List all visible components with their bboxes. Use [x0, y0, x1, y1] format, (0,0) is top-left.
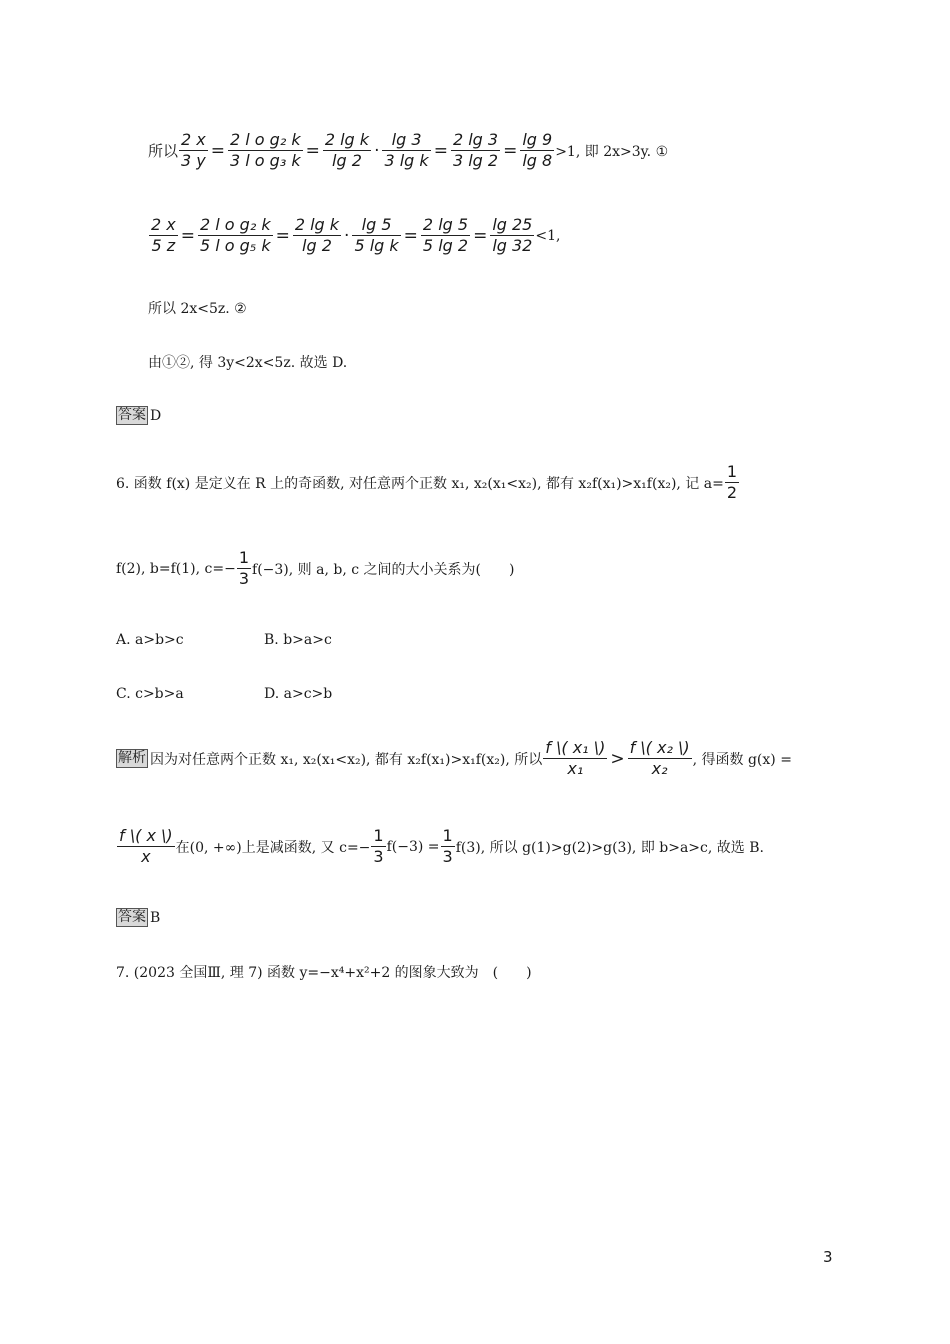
fraction: $\frac{\text{f \textbackslash{}( x₂ \textbackslash{})}}{\text{x₂}}$	[629, 738, 690, 778]
fraction: $\frac{\lg 5}{\text{5 lg k}}$	[354, 215, 399, 255]
fraction: $\frac{1}{3}$	[238, 548, 250, 588]
fraction: $\frac{\text{2 lg k}}{\lg 2}$	[294, 215, 340, 255]
analysis-text: 因为对任意两个正数 x₁, x₂(x₁<x₂), 都有 x₂f(x₁)>x₁f(x₂), 所以	[150, 751, 543, 768]
fraction: $\frac{\lg 3}{\text{3 lg k}}$	[384, 130, 429, 170]
fraction: $\frac{\lg 25}{\lg 32}$	[492, 215, 533, 255]
analysis-text: , 得函数 g(x) =	[692, 751, 792, 768]
fraction: $\frac{1}{3}$	[442, 826, 453, 866]
analysis-text: f(3), 所以 g(1)>g(2)>g(3), 即 b>a>c, 故选 B.	[455, 839, 764, 856]
text-line-3: 所以 2x<5z. ②	[148, 301, 247, 317]
question-7: 7. (2023 全国Ⅲ, 理 7) 函数 y=−x⁴+x²+2 的图象大致为 ( )	[116, 965, 532, 981]
fraction: $\frac{2 x}{3 y}$	[181, 130, 206, 170]
lead-text: 所以	[148, 142, 179, 160]
fraction: $\frac{1}{3}$	[373, 826, 384, 866]
question-6-stem: 6. 函数 f(x) 是定义在 R 上的奇函数, 对任意两个正数 x₁, x₂(x₁<x₂), 都有 x₂f(x₁)>x₁f(x₂), 记 a=	[116, 475, 724, 492]
option-b: B. b>a>c	[264, 632, 332, 648]
text-line-4: 由①②, 得 3y<2x<5z. 故选 D.	[148, 355, 348, 371]
fraction: $\frac{f \backslash( x \backslash)}{x}$	[119, 826, 173, 866]
answer-value: D	[150, 407, 162, 424]
option-c: C. c>b>a	[116, 686, 184, 702]
equation-line-2: $\frac{2 x}{5 z}$ = $\frac{\text{2 l o g₂ k}}{\text{5 l o g₅ k}}$ = $\frac{\text{2 lg k}}{\lg 2}$ · $\frac{\lg 5}{\text{5 lg k}}$ = $\frac{2 \lg 5}{5 \lg 2}$ = $\frac{\lg 25}{\lg 32}$ <1,	[151, 215, 561, 255]
equation-line-1: 所以 $\frac{2 x}{3 y}$ = $\frac{\text{2 l o g₂ k}}{\text{3 l o g₃ k}}$ = $\frac{\text{2 lg k}}{\lg 2}$ · $\frac{\lg 3}{\text{3 lg k}}$ = $\frac{2 \lg 3}{3 \lg 2}$ = $\frac{\lg 9}{\lg 8}$ >1, 即 2x>3y. ①	[148, 130, 669, 170]
analysis-line-1	[116, 738, 792, 779]
fraction: $\frac{\text{2 l o g₂ k}}{\text{3 l o g₃ k}}$	[230, 130, 301, 170]
analysis-tag: 解析	[118, 750, 146, 766]
fraction: $\frac{\text{f \textbackslash{}( x₁ \textbackslash{})}}{\text{x₁}}$	[545, 738, 606, 778]
option-d: D. a>c>b	[264, 686, 333, 702]
answer-tag: 答案	[118, 407, 146, 423]
analysis-text: f(−3) =	[386, 838, 440, 855]
greater-sign: >	[610, 748, 625, 769]
answer-value: B	[150, 909, 161, 926]
question-6-text: f(−3), 则 a, b, c 之间的大小关系为( )	[252, 561, 515, 578]
fraction: $\frac{\lg 9}{\lg 8}$	[522, 130, 553, 170]
option-a: A. a>b>c	[116, 632, 184, 648]
question-6-line-2	[116, 548, 514, 589]
fraction: $\frac{2 x}{5 z}$	[151, 215, 176, 255]
fraction: $\frac{\text{2 lg k}}{\lg 2}$	[324, 130, 370, 170]
answer-tag: 答案	[118, 909, 146, 925]
answer-line-1	[116, 406, 161, 425]
fraction: $\frac{1}{2}$	[726, 462, 738, 502]
question-6-text: f(2), b=f(1), c=−	[116, 560, 236, 577]
question-6-line-1	[116, 462, 740, 503]
answer-line-2	[116, 908, 160, 927]
fraction: $\frac{2 \lg 5}{5 \lg 2}$	[422, 215, 469, 255]
analysis-text: 在(0, +∞)上是减函数, 又 c=−	[175, 839, 371, 856]
page-number: 3	[823, 1248, 833, 1266]
tail-text: >1, 即 2x>3y. ①	[555, 143, 669, 160]
analysis-line-2	[116, 826, 764, 867]
fraction: $\frac{\text{2 l o g₂ k}}{\text{5 l o g₅ k}}$	[199, 215, 271, 255]
fraction: $\frac{2 \lg 3}{3 \lg 2}$	[452, 130, 499, 170]
tail-text: <1,	[535, 227, 561, 244]
